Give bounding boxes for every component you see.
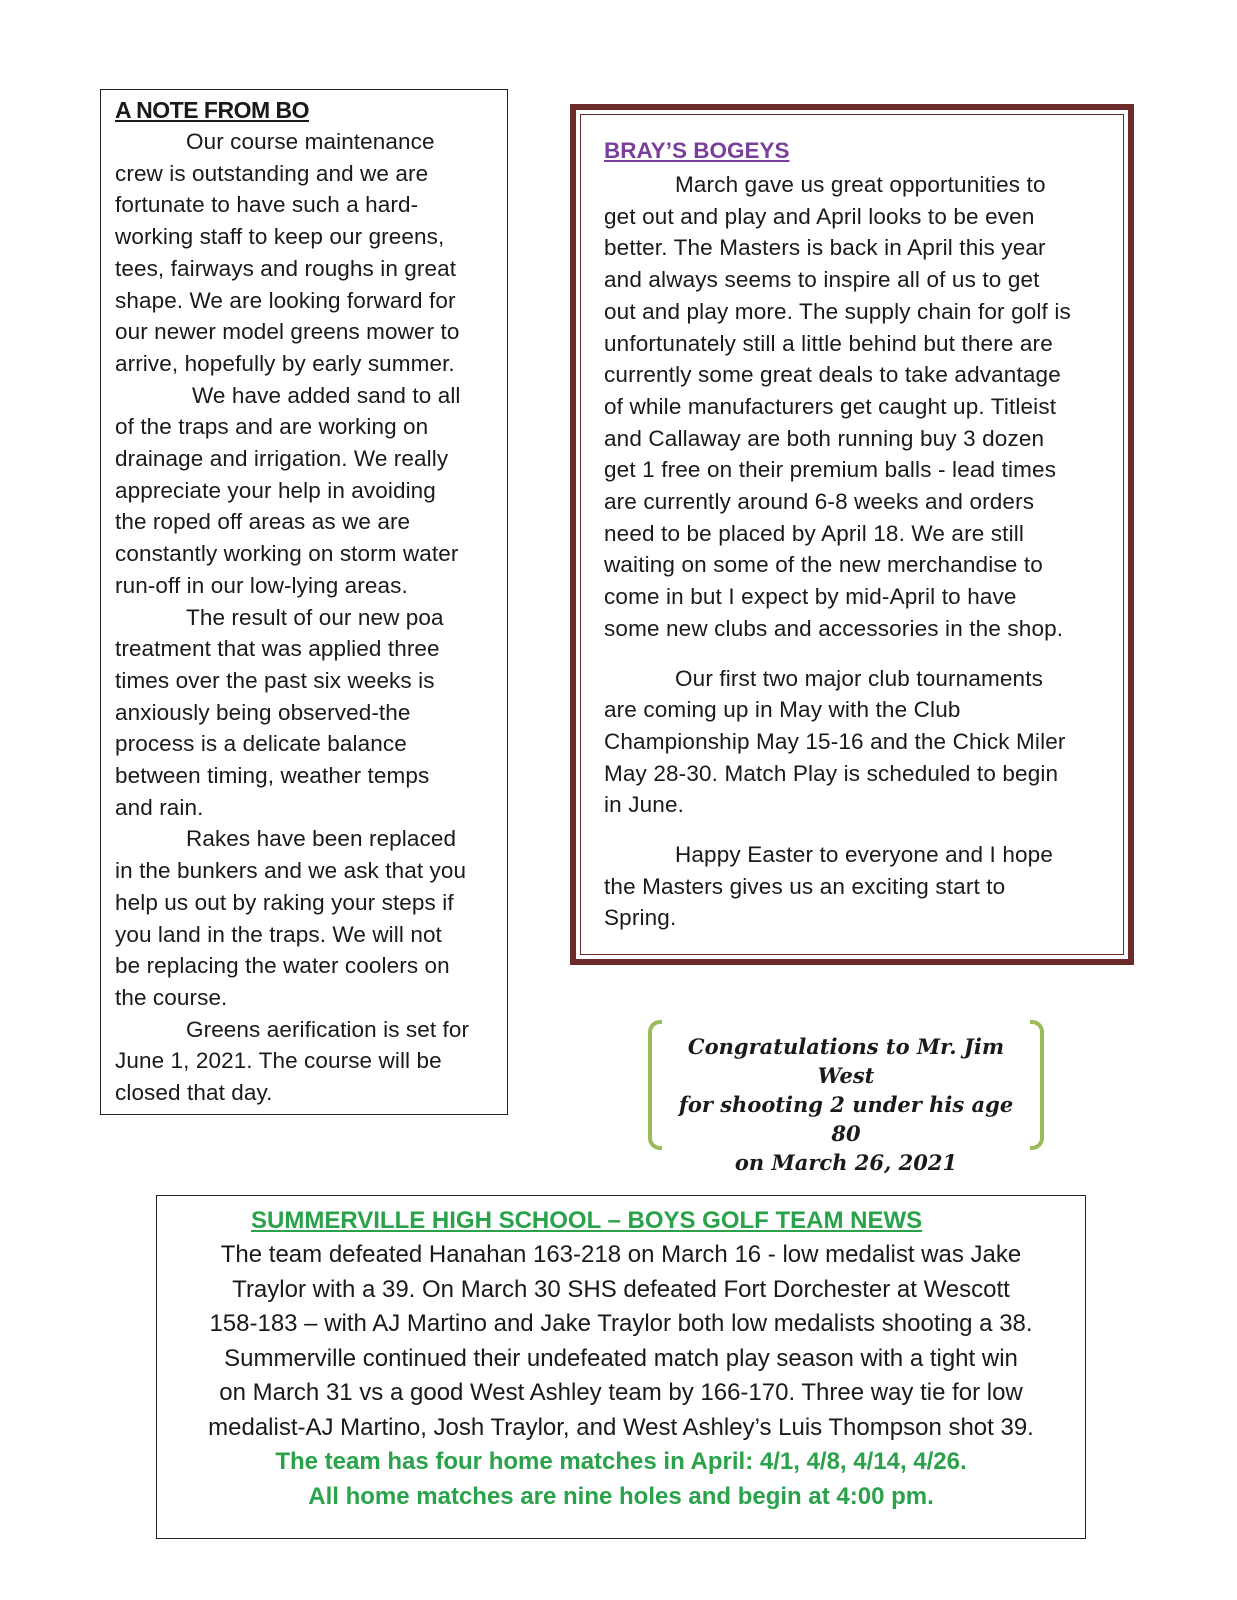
bogeys-line: some new clubs and accessories in the shop. [604, 615, 1064, 641]
shs-title: SUMMERVILLE HIGH SCHOOL – BOYS GOLF TEAM NEWS [251, 1207, 923, 1234]
bogeys-line: in June. [604, 792, 685, 818]
shs-line: The team defeated Hanahan 163-218 on March 16 - low medalist was Jake [220, 1241, 1022, 1268]
note-line: Our course maintenance [186, 129, 435, 154]
brays-bogeys-box [570, 104, 1134, 965]
bogeys-line: currently some great deals to take advantage [604, 362, 1061, 388]
note-line: crew is outstanding and we are [115, 160, 429, 186]
bogeys-line: and always seems to inspire all of us to get [604, 267, 1040, 293]
note-line: our newer model greens mower to [115, 319, 460, 345]
bogeys-line: out and play more. The supply chain for golf is [604, 298, 1071, 324]
note-line: We have added sand to all [192, 382, 461, 408]
shs-line: Traylor with a 39. On March 30 SHS defeated Fort Dorchester at Wescott [232, 1275, 1010, 1303]
note-line: appreciate your help in avoiding [115, 477, 436, 503]
note-line: fortunate to have such a hard- [115, 192, 419, 218]
bogeys-paragraph-1 [604, 169, 1105, 645]
note-line: in the bunkers and we ask that you [115, 858, 467, 884]
note-line: tees, fairways and roughs in great [115, 255, 457, 281]
bogeys-line: March gave us great opportunities to [675, 172, 1046, 197]
note-from-bo-box [100, 89, 508, 1115]
note-line: Greens aerification is set for [186, 1016, 470, 1042]
shs-line: 158-183 – with AJ Martino and Jake Traylor both low medalists shooting a 38. [209, 1310, 1033, 1337]
note-line: treatment that was applied three [115, 636, 440, 662]
bogeys-paragraph-2 [604, 663, 1105, 822]
summerville-news-box [156, 1195, 1086, 1539]
note-line: closed that day. [115, 1080, 273, 1106]
note-line: the roped off areas as we are [115, 509, 411, 535]
bogeys-line: get 1 free on their premium balls - lead times [604, 457, 1057, 483]
note-line: of the traps and are working on [115, 414, 429, 440]
bogeys-line: waiting on some of the new merchandise to [604, 552, 1043, 578]
right-bracket [1030, 1020, 1044, 1150]
bogeys-line: Happy Easter to everyone and I hope [675, 842, 1053, 868]
bogeys-line: May 28-30. Match Play is scheduled to begin [604, 760, 1059, 786]
congrats-line: for shooting 2 under his age 80 [678, 1092, 1014, 1146]
bogeys-title: BRAY’S BOGEYS [604, 138, 790, 163]
note-line: between timing, weather temps [115, 763, 430, 789]
bogeys-paragraph-3 [604, 839, 1105, 934]
shs-highlight-line: The team has four home matches in April: 4/1, 4/8, 4/14, 4/26. [275, 1448, 967, 1475]
shs-line: medalist-AJ Martino, Josh Traylor, and West Ashley’s Luis Thompson shot 39. [208, 1413, 1034, 1441]
bogeys-line: need to be placed by April 18. We are still [604, 520, 1025, 546]
note-line: help us out by raking your steps if [115, 889, 454, 915]
shs-highlight-line: All home matches are nine holes and begin at 4:00 pm. [308, 1482, 934, 1510]
congrats-line: Congratulations to Mr. Jim West [687, 1034, 1005, 1088]
note-line: working staff to keep our greens, [115, 224, 445, 250]
bogeys-line: of while manufacturers get caught up. Titleist [604, 393, 1057, 419]
bogeys-line: Championship May 15-16 and the Chick Miler [604, 728, 1066, 754]
note-line: and rain. [115, 794, 204, 820]
note-line: The result of our new poa [186, 604, 444, 630]
bogeys-line: come in but I expect by mid-April to have [604, 584, 1017, 610]
bogeys-line: are currently around 6-8 weeks and orders [604, 489, 1035, 515]
note-line: drainage and irrigation. We really [115, 446, 449, 472]
shs-line: Summerville continued their undefeated match play season with a tight win [224, 1344, 1018, 1372]
note-line: June 1, 2021. The course will be [115, 1048, 442, 1074]
bogeys-line: and Callaway are both running buy 3 dozen [604, 425, 1045, 451]
bogeys-line: are coming up in May with the Club [604, 697, 961, 723]
shs-line: on March 31 vs a good West Ashley team by 166-170. Three way tie for low [219, 1379, 1023, 1406]
note-line: run-off in our low-lying areas. [115, 572, 408, 598]
bogeys-line: unfortunately still a little behind but there are [604, 330, 1053, 356]
bogeys-line: Our first two major club tournaments [675, 665, 1044, 691]
note-line: be replacing the water coolers on [115, 953, 450, 979]
brays-bogeys-inner [580, 114, 1124, 955]
note-line: shape. We are looking forward for [115, 287, 456, 313]
congratulations-callout [648, 1020, 1044, 1175]
note-line: Rakes have been replaced [186, 826, 457, 852]
bogeys-line: better. The Masters is back in April this year [604, 235, 1046, 261]
congrats-line: on March 26, 2021 [734, 1150, 958, 1175]
left-bracket [648, 1020, 662, 1150]
congratulations-text [662, 1032, 1030, 1177]
note-line: arrive, hopefully by early summer. [115, 350, 455, 376]
note-line: times over the past six weeks is [115, 667, 435, 693]
note-body [115, 126, 493, 1109]
note-line: process is a delicate balance [115, 731, 407, 757]
note-line: constantly working on storm water [115, 541, 459, 567]
note-line: the course. [115, 984, 228, 1010]
note-title: A NOTE FROM BO [115, 97, 310, 123]
note-line: you land in the traps. We will not [115, 921, 442, 947]
bogeys-line: Spring. [604, 905, 677, 931]
bogeys-line: the Masters gives us an exciting start to [604, 873, 1006, 899]
bogeys-line: get out and play and April looks to be even [604, 203, 1035, 229]
note-line: anxiously being observed-the [115, 699, 411, 725]
